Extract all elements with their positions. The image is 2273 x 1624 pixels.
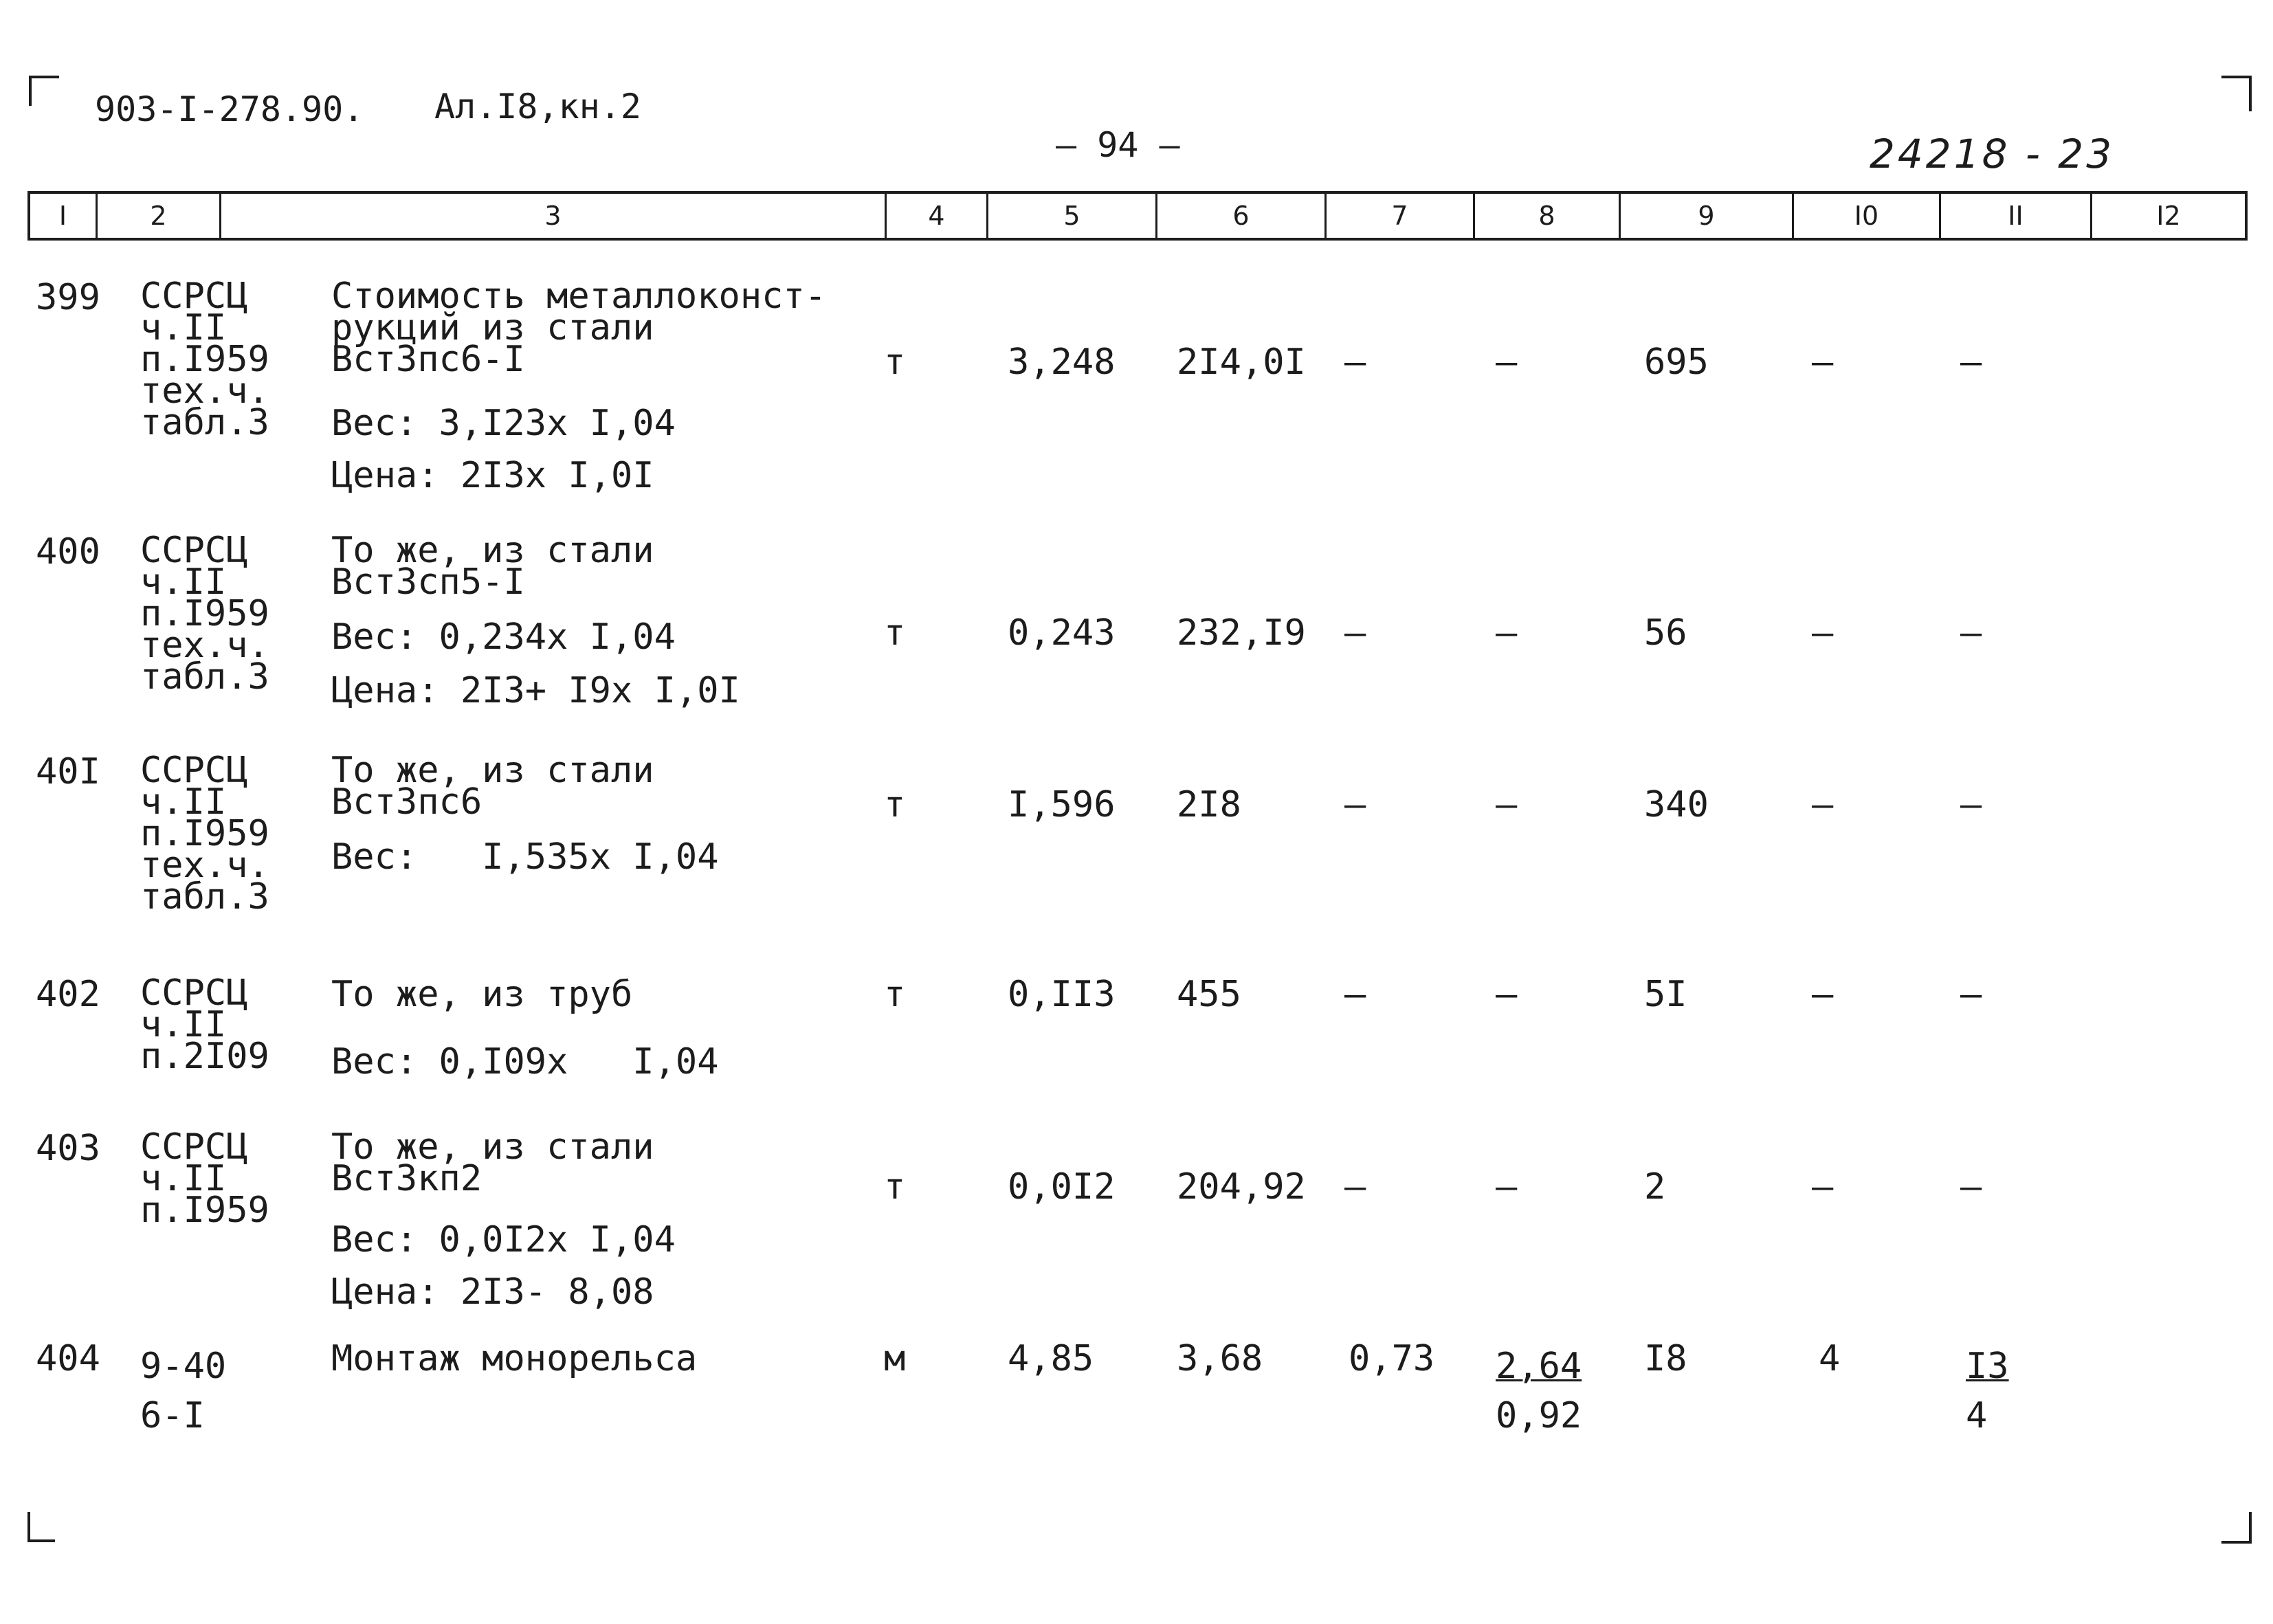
col11-numerator: I3	[1966, 1346, 2009, 1387]
column-header-4: 4	[887, 194, 988, 238]
col8-numerator: 2,64	[1496, 1346, 1582, 1387]
column-header-9: 9	[1621, 194, 1794, 238]
description-cell: То же, из труб	[331, 974, 633, 1015]
col9-cell: 2	[1644, 1166, 1666, 1208]
col9-cell: 695	[1644, 342, 1709, 383]
column-header-2: 2	[98, 194, 221, 238]
unit-cell: м	[884, 1338, 906, 1379]
col8-cell: –	[1496, 974, 1518, 1015]
column-header-1: I	[30, 194, 98, 238]
col11-cell: –	[1960, 612, 1982, 654]
col10-cell: –	[1812, 612, 1834, 654]
column-header-8: 8	[1475, 194, 1621, 238]
col7-cell: –	[1344, 784, 1366, 825]
col5-cell: 3,248	[1008, 342, 1116, 383]
reference-cell: ССРСЦ ч.II п.I959 тех.ч. табл.3	[140, 750, 269, 917]
col10-cell: –	[1812, 1166, 1834, 1208]
col10-cell: –	[1812, 342, 1834, 383]
description-cell: То же, из стали ВстЗкп2	[331, 1126, 654, 1199]
reference-cell: ССРСЦ ч.II п.2I09	[140, 972, 269, 1077]
col11-cell: –	[1960, 342, 1982, 383]
col5-cell: 4,85	[1008, 1338, 1094, 1379]
document-code: 903-I-278.90.	[95, 89, 364, 129]
col9-cell: 340	[1644, 784, 1709, 825]
column-header-11: II	[1941, 194, 2092, 238]
unit-cell: т	[884, 612, 906, 654]
unit-cell: т	[884, 1166, 906, 1208]
col6-cell: 2I4,0I	[1177, 342, 1306, 383]
column-header-row	[27, 191, 2248, 241]
col5-cell: 0,243	[1008, 612, 1116, 654]
col11-cell: –	[1960, 784, 1982, 825]
calculation-cell: Вес: 0,I09х I,04	[331, 1041, 719, 1082]
page-number: — 94 —	[1056, 125, 1180, 165]
corner-mark-bottom-right	[2221, 1512, 2252, 1544]
col8-cell: –	[1496, 612, 1518, 654]
col5-cell: 0,0I2	[1008, 1166, 1116, 1208]
reference-cell: ССРСЦ ч.II п.I959 тех.ч. табл.3	[140, 530, 269, 698]
row-number: 399	[36, 277, 100, 318]
col6-cell: 3,68	[1177, 1338, 1263, 1379]
calculation-cell: Вес: 0,0I2х I,04 Цена: 2I3- 8,08	[331, 1219, 676, 1313]
col7-cell: –	[1344, 342, 1366, 383]
col10-cell: –	[1812, 784, 1834, 825]
description-cell: То же, из стали ВстЗсп5-I	[331, 530, 654, 603]
reference-cell: ССРСЦ ч.II п.I959	[140, 1126, 269, 1231]
col7-cell: 0,73	[1349, 1338, 1435, 1379]
row-number: 40I	[36, 751, 100, 792]
col11-cell: –	[1960, 1166, 1982, 1208]
col5-cell: I,596	[1008, 784, 1116, 825]
col6-cell: 204,92	[1177, 1166, 1306, 1208]
calculation-cell: Вес: 0,234х I,04 Цена: 2I3+ I9х I,0I	[331, 616, 740, 711]
col6-cell: 232,I9	[1177, 612, 1306, 654]
description-cell: Стоимость металлоконст- рукций из стали ВстЗпс6-I	[331, 276, 827, 380]
unit-cell: т	[884, 974, 906, 1015]
column-header-5: 5	[988, 194, 1157, 238]
col8-fraction	[1496, 1342, 1582, 1441]
column-header-6: 6	[1157, 194, 1327, 238]
col11-fraction	[1966, 1342, 2030, 1441]
description-cell: То же, из стали ВстЗпс6	[331, 750, 654, 823]
col10-cell: –	[1812, 974, 1834, 1015]
reference-cell: ССРСЦ ч.II п.I959 тех.ч. табл.3	[140, 276, 269, 443]
row-number: 402	[36, 974, 100, 1015]
corner-mark-top-left	[29, 76, 59, 106]
col7-cell: –	[1344, 612, 1366, 654]
col10-cell: 4	[1819, 1338, 1841, 1379]
corner-mark-bottom-left	[27, 1512, 55, 1542]
column-header-3: 3	[221, 194, 887, 238]
col9-cell: I8	[1644, 1338, 1687, 1379]
col9-cell: 5I	[1644, 974, 1687, 1015]
handwritten-code: 24218 - 23	[1870, 131, 2115, 177]
col8-cell: –	[1496, 342, 1518, 383]
row-number: 403	[36, 1128, 100, 1169]
col11-cell: –	[1960, 974, 1982, 1015]
col6-cell: 455	[1177, 974, 1241, 1015]
column-header-7: 7	[1327, 194, 1475, 238]
col8-cell: –	[1496, 1166, 1518, 1208]
col7-cell: –	[1344, 974, 1366, 1015]
col7-cell: –	[1344, 1166, 1366, 1208]
col9-cell: 56	[1644, 612, 1687, 654]
row-number: 400	[36, 531, 100, 572]
row-number: 404	[36, 1338, 100, 1379]
calculation-cell: Вес: I,535х I,04	[331, 836, 719, 878]
column-header-10: I0	[1794, 194, 1941, 238]
unit-cell: т	[884, 784, 906, 825]
unit-cell: т	[884, 342, 906, 383]
description-cell: Монтаж монорельса	[331, 1338, 698, 1379]
corner-mark-top-right	[2221, 76, 2252, 111]
reference-cell: 9-40 6-I	[140, 1346, 227, 1436]
col5-cell: 0,II3	[1008, 974, 1116, 1015]
column-header-12: I2	[2156, 201, 2181, 231]
calculation-cell: Вес: 3,I23х I,04 Цена: 2I3х I,0I	[331, 403, 676, 496]
col6-cell: 2I8	[1177, 784, 1241, 825]
col11-denominator: 4	[1966, 1395, 1988, 1436]
col8-denominator: 0,92	[1496, 1395, 1582, 1436]
col8-cell: –	[1496, 784, 1518, 825]
album-reference: Ал.I8,кн.2	[434, 87, 642, 126]
